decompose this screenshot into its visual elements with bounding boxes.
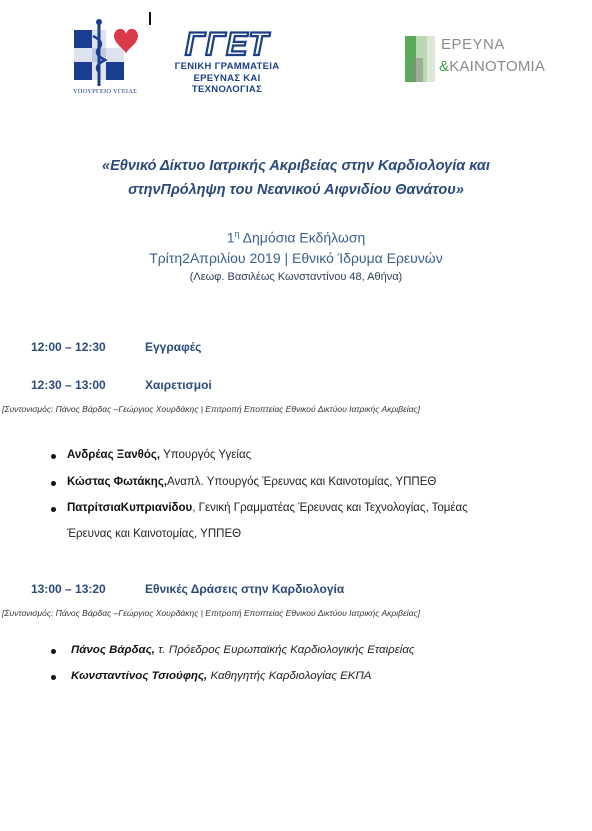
gsrt-name-line2: ΕΡΕΥΝΑΣ ΚΑΙ ΤΕΧΝΟΛΟΓΙΑΣ — [191, 73, 263, 95]
innovation-line1: ΕΡΕΥΝΑ — [441, 36, 505, 53]
innovation-line2 — [439, 58, 545, 75]
ministry-caption: ΥΠΟΥΡΓΕΙΟ ΥΓΕΙΑΣ — [72, 88, 138, 95]
schedule-time-2: 12:30 – 13:00 — [31, 378, 106, 392]
speaker-1-name: Πάνος Βάρδας, — [71, 644, 155, 656]
gsrt-name-line1: ΓΕΝΙΚΗ ΓΡΑΜΜΑΤΕΙΑ — [174, 61, 280, 72]
speaker-1-role: τ. Πρόεδρος Ευρωπαϊκής Καρδιολογικής Εταιρείας — [155, 644, 415, 656]
coordination-note-1: [Συντονισμός: Πάνος Βάρδας –Γεώργιος Χουρδάκης | Επιτροπή Εποπτείας Εθνικού Δικτύου Ιατρικής Ακριβείας] — [2, 404, 420, 414]
bullet-icon — [51, 454, 56, 459]
greeting-3-role-line2: Έρευνας και Καινοτομίας, ΥΠΠΕΘ — [67, 528, 242, 540]
schedule-label-1: Εγγραφές — [145, 340, 202, 354]
bullet-icon — [51, 507, 56, 512]
speaker-1 — [71, 644, 414, 656]
event-name-text: Δημόσια Εκδήλωση — [239, 229, 366, 246]
bullet-icon — [51, 649, 56, 654]
greeting-3 — [67, 502, 468, 514]
greeting-1-name: Ανδρέας Ξανθός, — [67, 449, 161, 461]
greeting-3-role: , Γενική Γραμματέας Έρευνας και Τεχνολογίας, Τομέας — [192, 502, 468, 514]
schedule-label-3: Εθνικές Δράσεις στην Καρδιολογία — [145, 582, 345, 596]
event-superscript: η — [234, 229, 240, 239]
greeting-2-role: Αναπλ. Υπουργός Έρευνας και Καινοτομίας, ΥΠΠΕΘ — [167, 476, 437, 488]
greeting-1-role: Υπουργός Υγείας — [160, 449, 252, 461]
gsrt-logo-mark: ΓΓΕΤ — [185, 26, 269, 62]
greeting-1 — [67, 449, 251, 461]
innovation-word: ΚΑΙΝΟΤΟΜΙΑ — [449, 58, 546, 75]
event-address: (Λεωφ. Βασιλέως Κωνσταντίνου 48, Αθήνα) — [189, 271, 403, 283]
speaker-2-role: Καθηγητής Καρδιολογίας ΕΚΠΑ — [207, 670, 372, 682]
text-cursor — [149, 12, 151, 25]
event-date-venue: Τρίτη2Απριλίου 2019 | Εθνικό Ίδρυμα Ερευνών — [149, 250, 443, 266]
event-title-line2: στηνΠρόληψη του Νεανικού Αιφνιδίου Θανάτου» — [128, 182, 464, 198]
schedule-time-1: 12:00 – 12:30 — [31, 340, 106, 354]
greeting-2-name: Κώστας Φωτάκης, — [67, 476, 168, 488]
event-name — [0, 229, 592, 246]
innovation-ampersand: & — [439, 58, 450, 75]
bullet-icon — [51, 675, 56, 680]
greeting-3-name: ΠατρίτσιαΚυπριανίδου — [67, 502, 193, 514]
speaker-2 — [71, 670, 371, 682]
ministry-of-health-logo — [64, 14, 144, 98]
speaker-2-name: Κωνσταντίνος Τσιούφης, — [71, 670, 208, 682]
schedule-time-3: 13:00 – 13:20 — [31, 582, 106, 596]
event-number: 1 — [226, 229, 235, 246]
bullet-icon — [51, 481, 56, 486]
coordination-note-2: [Συντονισμός: Πάνος Βάρδας –Γεώργιος Χουρδάκης | Επιτροπή Εποπτείας Εθνικού Δικτύου Ιατρικής Ακριβείας] — [2, 608, 420, 618]
greeting-2 — [67, 476, 436, 488]
event-title-line1: «Εθνικό Δίκτυο Ιατρικής Ακριβείας στην Καρδιολογία και — [102, 158, 490, 174]
schedule-label-2: Χαιρετισμοί — [145, 378, 212, 392]
